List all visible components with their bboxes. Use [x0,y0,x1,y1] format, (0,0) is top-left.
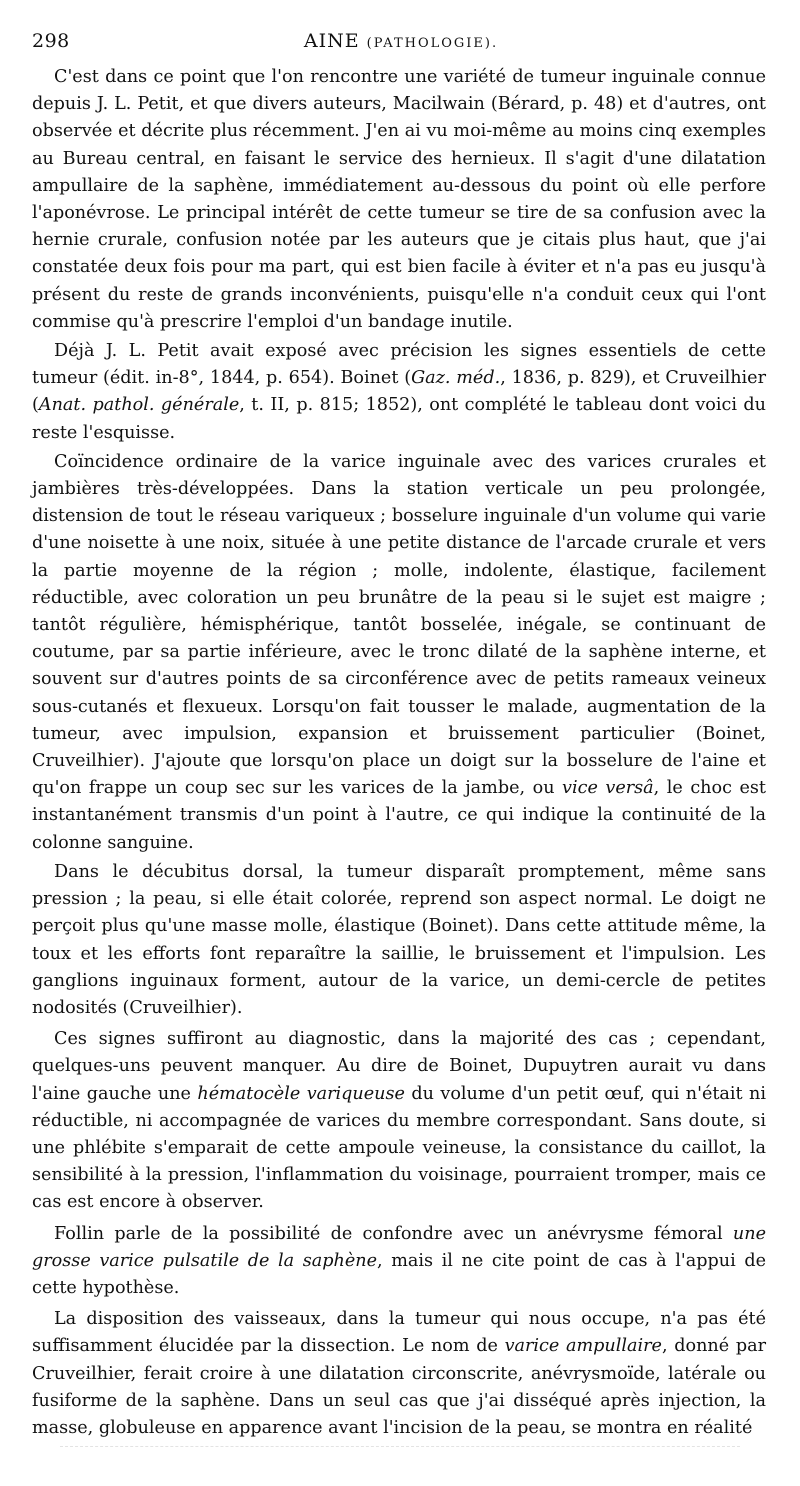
citation-gaz-med: Gaz. méd. [411,368,501,389]
paragraph-2 [32,338,766,447]
page-number: 298 [32,30,70,52]
citation-anat-pathol: Anat. pathol. générale [38,395,240,416]
running-head-title: AINE [303,30,360,52]
paragraph-3-text-b: , le choc est instantanément transmis d'un point à l'autre, ce qui indique la continuité de la colonne sanguine. [32,778,766,853]
paragraph-6 [32,1221,766,1303]
paragraph-7-text-a: La disposition des vaisseaux, dans la tumeur qui nous occupe, n'a pas été suffisamment élucidée par la dissection. Le nom de [32,1309,766,1357]
paragraph-2-text-a: Déjà J. L. Petit avait exposé avec précision les signes essentiels de cette tumeur (édit. in-8°, 1844, p. 654). Boinet ( [32,341,766,389]
paragraph-1: C'est dans ce point que l'on rencontre une variété de tumeur inguinale connue depuis J. L. Petit, et que divers auteurs, Macilwain (Bérard, p. 48) et d'autres, ont observée et décrite plus récemment. J'en ai vu moi-même au moins cinq exemples au Bureau central, en faisant le service des hernieux. Il s'agit d'une dilatation ampullaire de la saphène, immédiatement au-dessous du point où elle perfore l'aponévrose. Le principal intérêt de cette tumeur se tire de sa confusion avec la hernie crurale, confusion notée par les auteurs que je citais plus haut, que j'ai constatée deux fois pour ma part, qui est bien facile à éviter et n'a pas eu jusqu'à présent du reste de grands inconvénients, puisqu'elle n'a conduit ceux qui l'ont commise qu'à prescrire l'emploi d'un bandage inutile. [32,67,766,332]
running-head [32,30,770,52]
italic-grosse-varice: une grosse varice pulsatile de la saphène [32,1223,766,1271]
italic-vice-versa: vice versâ [562,778,654,799]
running-head-subtitle: (PATHOLOGIE). [366,36,499,51]
italic-hematocele: hématocèle variqueuse [197,1083,405,1104]
paragraph-2-text-c: , t. II, p. 815; 1852), ont complété le tableau dont voici du reste l'esquisse. [32,395,766,443]
paragraph-5-text-b: du volume d'un petit œuf, qui n'était ni réductible, ni accompagnée de varices du membre correspondant. Sans doute, si une phlébite s'emparait de cette ampoule veineuse, la consistance du caillot, la sensibilité à la pression, l'inflammation du voisinage, pourraient tromper, mais ce cas est encore à observer. [32,1083,766,1213]
paragraph-6-text-b: , mais il ne cite point de cas à l'appui de cette hypothèse. [32,1250,766,1298]
paragraph-5-text-a: Ces signes suffiront au diagnostic, dans la majorité des cas ; cependant, quelques-uns peuvent manquer. Au dire de Boinet, Dupuytren aurait vu dans l'aine gauche une [32,1029,766,1104]
paragraph-6-text-a: Follin parle de la possibilité de confondre avec un anévrysme fémoral [54,1223,733,1244]
paragraph-3 [32,449,766,857]
paragraph-4: Dans le décubitus dorsal, la tumeur disparaît promptement, même sans pression ; la peau, si elle était colorée, reprend son aspect normal. Le doigt ne perçoit plus qu'une masse molle, élastique (Boinet). Dans cette attitude même, la toux et les efforts font reparaître la saillie, le bruissement et l'impulsion. Les ganglions inguinaux forment, autour de la varice, un demi-cercle de petites nodosités (Cruveilhier). [32,861,766,1018]
page-bottom-edge [60,1446,740,1447]
italic-varice-ampullaire: varice ampullaire [504,1336,662,1357]
page-header [32,30,770,54]
paragraph-7-text-b: , donné par Cruveilhier, ferait croire à une dilatation circonscrite, anévrysmoïde, latérale ou fusiforme de la saphène. Dans un seul cas que j'ai disséqué après injection, la masse, globuleuse en apparence avant l'incision de la peau, se montra en réalité [32,1336,766,1438]
body-text [32,64,766,1444]
paragraph-5 [32,1026,766,1216]
paragraph-3-text-a: Coïncidence ordinaire de la varice inguinale avec des varices crurales et jambières très-développées. Dans la station verticale un peu prolongée, distension de tout le réseau variqueux ; bosselure inguinale d'un volume qui varie d'une noisette à une noix, située à une petite distance de l'arcade crurale et vers la partie moyenne de la région ; molle, indolente, élastique, facilement réductible, avec coloration un peu brunâtre de la peau si le sujet est maigre ; tantôt régulière, hémisphérique, tantôt bosselée, inégale, se continuant de coutume, par sa partie inférieure, avec le tronc dilaté de la saphène interne, et souvent sur d'autres points de sa circonférence avec de petits rameaux veineux sous-cutanés et flexueux. Lorsqu'on fait tousser le malade, augmentation de la tumeur, avec impulsion, expansion et bruissement particulier (Boinet, Cruveilhier). J'ajoute que lorsqu'on place un doigt sur la bosselure de l'aine et qu'on frappe un coup sec sur les varices de la jambe, ou [32,451,766,799]
paragraph-7 [32,1306,766,1442]
paragraph-2-text-b: , 1836, p. 829), et Cruveilhier ( [32,368,766,416]
